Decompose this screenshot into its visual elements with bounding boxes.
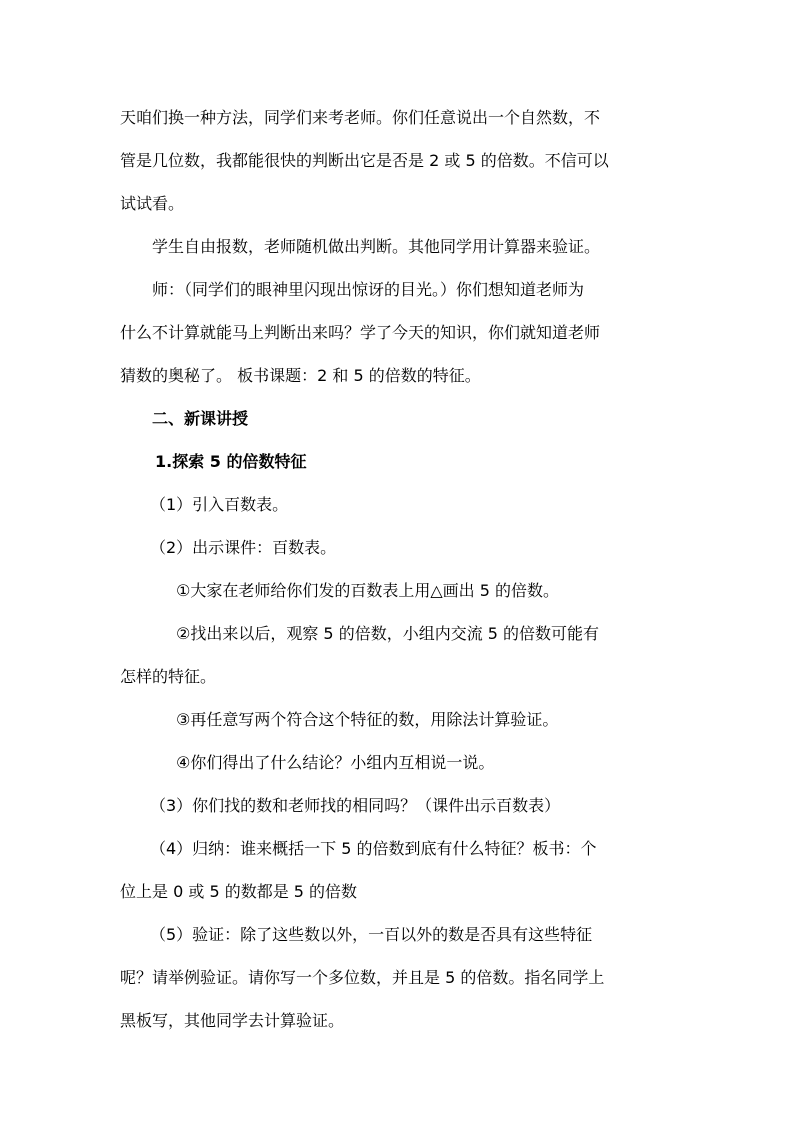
paragraph-line: 猜数的奥秘了。 板书课题：2 和 5 的倍数的特征。 [120, 366, 481, 385]
paragraph-line: 什么不计算就能马上判断出来吗？学了今天的知识，你们就知道老师 [120, 323, 601, 342]
subsection-heading: 1.探索 5 的倍数特征 [155, 452, 307, 471]
list-item: ②找出来以后，观察 5 的倍数，小组内交流 5 的倍数可能有 [176, 624, 600, 643]
paragraph-line: 师：（同学们的眼神里闪现出惊讶的目光。）你们想知道老师为 [152, 280, 585, 299]
paragraph-line: 学生自由报数，老师随机做出判断。其他同学用计算器来验证。 [152, 237, 601, 256]
list-item: ④你们得出了什么结论？小组内互相说一说。 [176, 753, 495, 772]
paragraph-line: 天咱们换一种方法，同学们来考老师。你们任意说出一个自然数，不 [120, 108, 601, 127]
list-item: ③再任意写两个符合这个特征的数，用除法计算验证。 [176, 710, 559, 729]
paragraph-line: 怎样的特征。 [120, 667, 217, 686]
list-item: ①大家在老师给你们发的百数表上用△画出 5 的倍数。 [176, 581, 560, 600]
paragraph-line: 呢？请举例验证。请你写一个多位数，并且是 5 的倍数。指名同学上 [120, 968, 605, 987]
list-item: （3）你们找的数和老师找的相同吗？（课件出示百数表） [150, 796, 561, 815]
list-item: （1）引入百数表。 [150, 495, 289, 514]
list-item: （4）归纳：谁来概括一下 5 的倍数到底有什么特征？板书：个 [150, 839, 597, 858]
list-item: （5）验证：除了这些数以外，一百以外的数是否具有这些特征 [150, 925, 593, 944]
paragraph-line: 管是几位数，我都能很快的判断出它是否是 2 或 5 的倍数。不信可以 [120, 151, 609, 170]
section-heading: 二、新课讲授 [152, 409, 249, 428]
paragraph-line: 黑板写，其他同学去计算验证。 [120, 1011, 345, 1030]
list-item: （2）出示课件：百数表。 [150, 538, 337, 557]
paragraph-line: 试试看。 [120, 194, 185, 213]
paragraph-line: 位上是 0 或 5 的数都是 5 的倍数 [120, 882, 358, 901]
